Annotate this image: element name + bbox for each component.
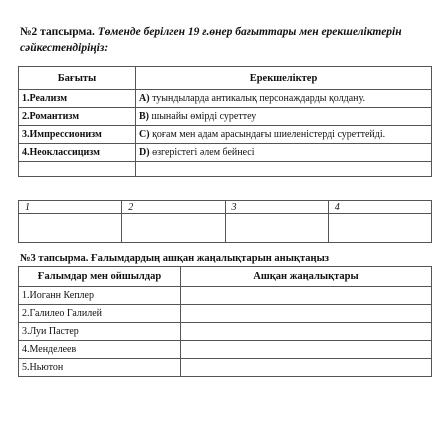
scientist-cell: 1.Иоганн Кеплер: [19, 287, 181, 305]
feature-letter: С): [139, 129, 150, 140]
feature-text: өзгерістегі әлем бейнесі: [152, 147, 255, 158]
feature-cell: [136, 108, 432, 126]
answer-cell[interactable]: [328, 214, 431, 243]
scientist-cell: 3.Луи Пастер: [19, 323, 181, 341]
answer-cell[interactable]: [225, 214, 328, 243]
scientist-cell: 2.Галилео Галилей: [19, 305, 181, 323]
answer-number: 1: [19, 201, 122, 214]
scientists-table: [18, 266, 432, 377]
feature-text: туындыларда антикалық персонаждарды қолдану.: [152, 93, 366, 104]
feature-cell: [136, 90, 432, 108]
discovery-cell[interactable]: [181, 305, 432, 323]
answer-number-row: [19, 201, 432, 214]
direction-cell: 4.Неоклассицизм: [19, 144, 136, 162]
answer-cell[interactable]: [19, 214, 122, 243]
direction-cell: 2.Романтизм: [19, 108, 136, 126]
task2-title: [20, 24, 425, 56]
answer-input-row: [19, 214, 432, 243]
answer-number: 2: [122, 201, 225, 214]
table-row-empty: [19, 162, 432, 177]
table-row: [19, 144, 432, 162]
feature-text: қоғам мен адам арасындағы шиеленістерді суреттейді.: [152, 129, 386, 140]
feature-cell: [136, 126, 432, 144]
discovery-cell[interactable]: [181, 341, 432, 359]
scientist-cell: 5.Ньютон: [19, 359, 181, 377]
answer-table: [18, 200, 432, 243]
directions-table: [18, 66, 432, 177]
task2-number: №2 тапсырма.: [20, 26, 95, 38]
discovery-cell[interactable]: [181, 323, 432, 341]
empty-cell: [19, 162, 136, 177]
table-row: [19, 341, 432, 359]
feature-letter: D): [139, 147, 150, 158]
table-row: [19, 323, 432, 341]
table-header-row: [19, 67, 432, 90]
answer-number: 3: [225, 201, 328, 214]
task2-text: Төменде берілген 19 ғ.өнер бағыттары мен ерекшеліктерін сәйкестендіріңіз:: [20, 26, 402, 54]
direction-cell: 3.Импрессионизм: [19, 126, 136, 144]
feature-text: шынайы өмірді суреттеу: [151, 111, 257, 122]
header-features: Ерекшеліктер: [136, 67, 432, 90]
table-row: [19, 126, 432, 144]
table-row: [19, 90, 432, 108]
answer-cell[interactable]: [122, 214, 225, 243]
header-discoveries: Ашқан жаңалықтары: [181, 267, 432, 287]
task3-title: №3 тапсырма. Ғалымдардың ашқан жаңалықтарын анықтаңыз: [20, 253, 329, 264]
empty-cell: [136, 162, 432, 177]
answer-number: 4: [328, 201, 431, 214]
table-header-row: [19, 267, 432, 287]
feature-letter: А): [139, 93, 150, 104]
header-scientists: Ғалымдар мен ойшылдар: [19, 267, 181, 287]
scientist-cell: 4.Менделеев: [19, 341, 181, 359]
table-row: [19, 108, 432, 126]
table-row: [19, 287, 432, 305]
direction-cell: 1.Реализм: [19, 90, 136, 108]
discovery-cell[interactable]: [181, 287, 432, 305]
header-direction: Бағыты: [19, 67, 136, 90]
feature-cell: [136, 144, 432, 162]
table-row: [19, 305, 432, 323]
discovery-cell[interactable]: [181, 359, 432, 377]
table-row: [19, 359, 432, 377]
feature-letter: В): [139, 111, 149, 122]
